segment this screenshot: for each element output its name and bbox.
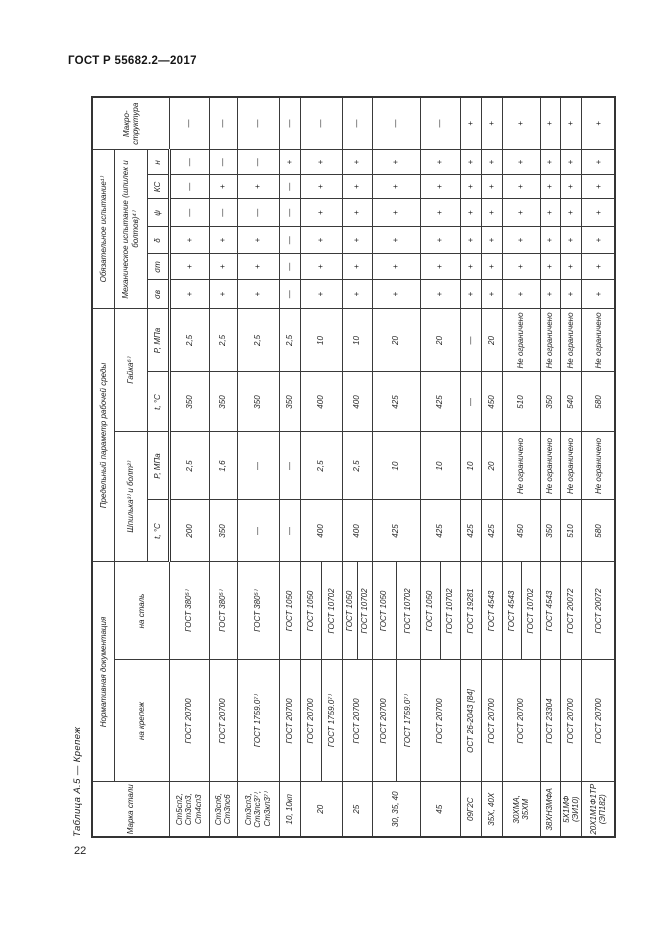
header-sigma-t: σт [147,254,169,280]
header-stud-p: Р, МПа [147,432,169,500]
cell-mark-kc: + [342,175,372,199]
cell-mark-macro: + [560,97,581,150]
cell-stud-t: 400 [342,500,372,562]
cell-doc-steel: ГОСТ 20072 [560,562,581,660]
cell-mark-kc: + [372,175,420,199]
cell-mark-delta: + [237,227,279,254]
cell-mark-psi: + [372,199,420,227]
cell-nut-t: 425 [420,372,460,432]
fasteners-table [91,96,616,838]
cell-stud-t: 510 [560,500,581,562]
cell-grade: Ст5сп2, Ст3сп3, Ст4сп3 [169,782,209,837]
cell-mark-sigma-t: + [502,254,540,280]
cell-stud-t: 350 [540,500,560,562]
cell-doc-fastener: ГОСТ 23304 [540,660,560,782]
cell-mark-macro: — [300,97,342,150]
cell-mark-kc: + [300,175,342,199]
cell-doc-steel: ГОСТ 1050 [342,562,357,660]
cell-mark-macro: — [169,97,209,150]
cell-stud-p: 10 [420,432,460,500]
cell-nut-p: 2,5 [169,309,209,372]
cell-stud-p: — [237,432,279,500]
cell-mark-macro: — [279,97,300,150]
cell-mark-psi: + [420,199,460,227]
header-stud-group: Шпилька³⁾ и болт²⁾ [114,432,147,562]
cell-stud-t: 200 [169,500,209,562]
cell-mark-sigma-t: + [342,254,372,280]
cell-mark-psi: — [169,199,209,227]
cell-mark-kc: + [481,175,502,199]
cell-nut-p: 10 [300,309,342,372]
cell-mark-delta: + [300,227,342,254]
cell-nut-t: 540 [560,372,581,432]
cell-mark-hardness: + [300,150,342,175]
cell-mark-sigma-t: + [581,254,615,280]
cell-mark-sigma-v: + [300,280,342,309]
cell-doc-steel: ГОСТ 10702 [321,562,342,660]
cell-nut-t: 400 [300,372,342,432]
table-row [560,97,581,837]
cell-doc-steel: ГОСТ 1050 [372,562,396,660]
cell-grade: 25 [342,782,372,837]
cell-mark-delta: + [342,227,372,254]
cell-doc-steel: ГОСТ 1050 [300,562,321,660]
cell-grade: 45 [420,782,460,837]
cell-doc-steel: ГОСТ 10702 [357,562,372,660]
cell-stud-p: — [279,432,300,500]
cell-mark-delta: + [502,227,540,254]
cell-doc-steel: ГОСТ 1050 [420,562,440,660]
cell-mark-hardness: + [420,150,460,175]
cell-mark-sigma-v: + [481,280,502,309]
table-row [581,97,615,837]
cell-nut-p: 20 [372,309,420,372]
cell-doc-steel: ГОСТ 10702 [396,562,420,660]
cell-mark-kc: + [560,175,581,199]
cell-stud-t: — [279,500,300,562]
cell-mark-sigma-t: + [460,254,481,280]
table-row [169,97,209,837]
cell-grade: 20Х1М1Ф1ТР (ЭП182) [581,782,615,837]
cell-grade: 35Х, 40Х [481,782,502,837]
cell-mark-sigma-t: + [560,254,581,280]
cell-mark-psi: + [300,199,342,227]
cell-doc-steel: ГОСТ 19281 [460,562,481,660]
header-test-group: Обязательное испытание¹⁾ [92,150,114,309]
cell-mark-psi: — [237,199,279,227]
cell-mark-delta: — [279,227,300,254]
cell-mark-sigma-v: + [237,280,279,309]
cell-mark-sigma-v: + [540,280,560,309]
cell-mark-sigma-v: + [581,280,615,309]
cell-mark-sigma-v: + [460,280,481,309]
header-stud-t: t, °С [147,500,169,562]
cell-grade: 20 [300,782,342,837]
cell-nut-p: 10 [342,309,372,372]
cell-stud-t: 400 [300,500,342,562]
rotated-table-block [72,98,614,838]
cell-grade: Ст3сп6, Ст3пс6 [209,782,237,837]
cell-mark-kc: — [279,175,300,199]
header-params-group: Предельный параметр рабочей среды [92,309,114,562]
cell-mark-macro: — [209,97,237,150]
header-sigma-v: σв [147,280,169,309]
cell-stud-p: Не ограничено [581,432,615,500]
cell-mark-hardness: + [279,150,300,175]
table-row [481,97,502,837]
cell-mark-sigma-t: + [420,254,460,280]
cell-mark-hardness: + [581,150,615,175]
cell-mark-hardness: + [540,150,560,175]
cell-mark-kc: + [581,175,615,199]
cell-doc-fastener: ГОСТ 20700 [560,660,581,782]
cell-doc-steel: ГОСТ 4543 [481,562,502,660]
cell-mark-sigma-t: + [481,254,502,280]
cell-nut-t: 350 [279,372,300,432]
header-doc-fastener: на крепеж [114,660,169,782]
cell-stud-p: 10 [460,432,481,500]
cell-doc-steel: ГОСТ 380⁵⁾ [237,562,279,660]
cell-mark-kc: + [540,175,560,199]
cell-mark-kc: + [237,175,279,199]
header-mech-group: Механическое испытание (шпилек и болтов)⁴⁾ [114,150,147,309]
cell-mark-psi: + [481,199,502,227]
cell-nut-t: 350 [209,372,237,432]
cell-mark-sigma-v: + [342,280,372,309]
cell-mark-sigma-v: + [502,280,540,309]
cell-mark-delta: + [460,227,481,254]
cell-doc-steel: ГОСТ 380⁵⁾ [209,562,237,660]
cell-mark-sigma-v: — [279,280,300,309]
cell-nut-t: 400 [342,372,372,432]
cell-mark-psi: + [502,199,540,227]
cell-nut-p: 2,5 [237,309,279,372]
cell-nut-t: 510 [502,372,540,432]
table-row [460,97,481,837]
header-macrostructure: Макро-структура [92,97,169,150]
cell-doc-fastener: ГОСТ 20700 [372,660,396,782]
cell-mark-hardness: + [560,150,581,175]
table-row [342,97,357,837]
cell-mark-delta: + [560,227,581,254]
cell-grade: Ст3сп3, Ст3пс3⁷⁾, Ст3кп3⁷⁾ [237,782,279,837]
cell-doc-steel: ГОСТ 380⁵⁾ [169,562,209,660]
cell-stud-p: Не ограничено [502,432,540,500]
cell-mark-sigma-v: + [560,280,581,309]
cell-nut-t: — [460,372,481,432]
cell-mark-macro: — [342,97,372,150]
cell-stud-p: 10 [372,432,420,500]
cell-grade: 30, 35, 40 [372,782,420,837]
cell-grade: 09Г2С [460,782,481,837]
cell-nut-t: 425 [372,372,420,432]
cell-doc-steel: ГОСТ 10702 [521,562,540,660]
table-row [237,97,279,837]
cell-mark-macro: + [581,97,615,150]
cell-stud-t: 425 [460,500,481,562]
table-header [92,97,169,837]
cell-mark-hardness: + [460,150,481,175]
header-delta: δ [147,227,169,254]
cell-mark-delta: + [372,227,420,254]
cell-doc-fastener: ГОСТ 20700 [481,660,502,782]
cell-nut-t: 450 [481,372,502,432]
cell-mark-kc: + [209,175,237,199]
standard-reference: ГОСТ Р 55682.2—2017 [68,55,197,67]
cell-mark-psi: — [209,199,237,227]
cell-nut-t: 350 [237,372,279,432]
cell-mark-hardness: + [372,150,420,175]
cell-mark-hardness: + [342,150,372,175]
cell-grade: 30ХМА, 35ХМ [502,782,540,837]
cell-mark-sigma-t: + [372,254,420,280]
header-psi: ψ [147,199,169,227]
cell-stud-p: Не ограничено [540,432,560,500]
cell-mark-psi: + [581,199,615,227]
table-body [169,97,615,837]
cell-mark-macro: + [481,97,502,150]
cell-doc-steel: ГОСТ 1050 [279,562,300,660]
cell-mark-sigma-t: + [169,254,209,280]
cell-mark-sigma-v: + [420,280,460,309]
header-kc: КС [147,175,169,199]
cell-mark-sigma-v: + [169,280,209,309]
cell-stud-p: 2,5 [300,432,342,500]
cell-doc-steel: ГОСТ 10702 [440,562,460,660]
table-row [540,97,560,837]
cell-stud-p: 2,5 [342,432,372,500]
cell-mark-psi: — [279,199,300,227]
cell-doc-fastener: ОСТ 26-2043 [84] [460,660,481,782]
cell-doc-fastener: ГОСТ 20700 [279,660,300,782]
cell-nut-t: 350 [540,372,560,432]
cell-mark-delta: + [420,227,460,254]
table-row [372,97,396,837]
cell-grade: 38ХН3МФА [540,782,560,837]
cell-mark-psi: + [342,199,372,227]
cell-nut-p: 2,5 [279,309,300,372]
cell-nut-p: Не ограничено [581,309,615,372]
cell-stud-t: 580 [581,500,615,562]
header-nut-t: t, °С [147,372,169,432]
cell-doc-fastener: ГОСТ 20700 [502,660,540,782]
cell-mark-sigma-t: — [279,254,300,280]
cell-nut-p: 20 [481,309,502,372]
cell-stud-t: 425 [372,500,420,562]
cell-nut-t: 350 [169,372,209,432]
cell-mark-kc: + [502,175,540,199]
cell-grade: 10, 10кп [279,782,300,837]
table-row [279,97,300,837]
table-row [502,97,521,837]
header-grade: Марка стали [92,782,169,837]
table-row [300,97,321,837]
table-title: Таблица А.5 — Крепеж [72,726,83,837]
cell-doc-fastener: ГОСТ 20700 [342,660,372,782]
cell-doc-fastener: ГОСТ 1759.0⁷⁾ [321,660,342,782]
cell-mark-macro: + [460,97,481,150]
header-docs-group: Нормативная документация [92,562,114,782]
cell-doc-fastener: ГОСТ 20700 [420,660,460,782]
table-row [420,97,440,837]
cell-doc-steel: ГОСТ 4543 [502,562,521,660]
cell-mark-macro: — [372,97,420,150]
cell-stud-p: 20 [481,432,502,500]
cell-nut-t: 580 [581,372,615,432]
cell-mark-delta: + [209,227,237,254]
cell-mark-hardness: — [209,150,237,175]
cell-doc-fastener: ГОСТ 20700 [581,660,615,782]
cell-grade: 5Х1МФ (ЭИ10) [560,782,581,837]
cell-nut-p: Не ограничено [560,309,581,372]
cell-stud-p: 2,5 [169,432,209,500]
cell-mark-sigma-v: + [372,280,420,309]
cell-nut-p: 20 [420,309,460,372]
cell-nut-p: Не ограничено [502,309,540,372]
header-hardness: н [147,150,169,175]
cell-mark-psi: + [460,199,481,227]
cell-mark-sigma-t: + [209,254,237,280]
cell-mark-macro: + [502,97,540,150]
cell-mark-sigma-t: + [300,254,342,280]
cell-doc-steel: ГОСТ 20072 [581,562,615,660]
cell-doc-steel: ГОСТ 4543 [540,562,560,660]
cell-mark-hardness: — [237,150,279,175]
cell-mark-kc: — [169,175,209,199]
cell-mark-macro: — [420,97,460,150]
cell-mark-sigma-t: + [540,254,560,280]
cell-doc-fastener: ГОСТ 1759.0⁷⁾ [396,660,420,782]
cell-mark-delta: + [581,227,615,254]
cell-mark-delta: + [481,227,502,254]
cell-mark-sigma-t: + [237,254,279,280]
cell-doc-fastener: ГОСТ 20700 [300,660,321,782]
cell-mark-psi: + [540,199,560,227]
cell-mark-sigma-v: + [209,280,237,309]
cell-doc-fastener: ГОСТ 20700 [169,660,209,782]
cell-stud-t: — [237,500,279,562]
cell-mark-kc: + [460,175,481,199]
cell-mark-kc: + [420,175,460,199]
cell-stud-t: 350 [209,500,237,562]
cell-stud-t: 425 [420,500,460,562]
cell-mark-hardness: + [502,150,540,175]
cell-mark-hardness: + [481,150,502,175]
cell-stud-p: Не ограничено [560,432,581,500]
cell-mark-delta: + [169,227,209,254]
cell-stud-p: 1,6 [209,432,237,500]
header-nut-group: Гайка⁶⁾ [114,309,147,432]
cell-doc-fastener: ГОСТ 20700 [209,660,237,782]
cell-mark-delta: + [540,227,560,254]
cell-nut-p: Не ограничено [540,309,560,372]
cell-mark-hardness: — [169,150,209,175]
cell-nut-p: 2,5 [209,309,237,372]
cell-stud-t: 425 [481,500,502,562]
header-nut-p: Р, МПа [147,309,169,372]
page-number: 22 [74,845,87,857]
header-doc-steel: на сталь [114,562,169,660]
cell-nut-p: — [460,309,481,372]
cell-stud-t: 450 [502,500,540,562]
cell-mark-macro: — [237,97,279,150]
table-row [209,97,237,837]
cell-doc-fastener: ГОСТ 1759.0⁷⁾ [237,660,279,782]
cell-mark-macro: + [540,97,560,150]
cell-mark-psi: + [560,199,581,227]
